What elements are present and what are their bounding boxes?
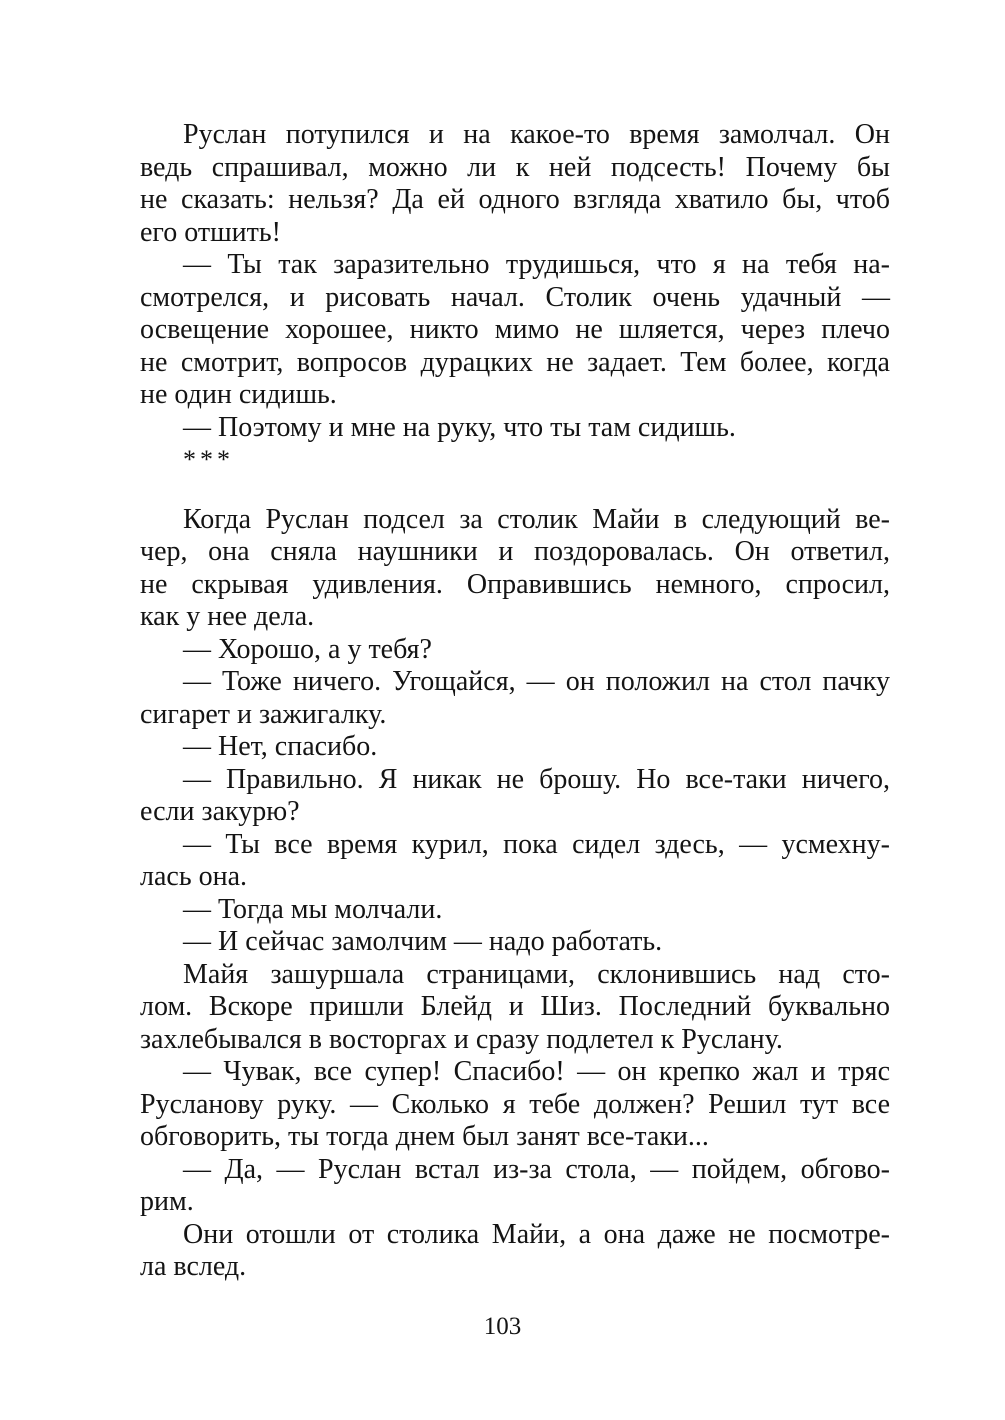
text-line: не один сидишь. xyxy=(140,379,337,410)
text-line: чер, она сняла наушники и поздоровалась. Он ответил, xyxy=(140,536,890,567)
text-line: если закурю? xyxy=(140,796,300,827)
text-line: Русланову руку. — Сколько я тебе должен? Решил тут все xyxy=(140,1088,890,1120)
text-line: не сказать: нельзя? Да ей одного взгляда хватило бы, чтоб xyxy=(140,184,890,215)
text-line: рим. xyxy=(140,1186,194,1217)
text-line: — Ты все время курил, пока сидел здесь, — усмехну- xyxy=(183,828,890,860)
text-line: смотрелся, и рисовать начал. Столик очень удачный — xyxy=(140,281,890,313)
text-line: освещение хорошее, никто мимо не шляется, через плечо xyxy=(140,314,890,345)
text-line: его отшить! xyxy=(140,216,281,248)
text-line: Руслан потупился и на какое-то время замолчал. Он xyxy=(183,119,890,150)
text-line: — Хорошо, а у тебя? xyxy=(183,633,432,665)
text-line: ла вслед. xyxy=(140,1251,247,1282)
text-line: лом. Вскоре пришли Блейд и Шиз. Последний буквально xyxy=(140,991,890,1022)
text-line: Они отошли от столика Майи, а она даже не посмотре- xyxy=(183,1218,890,1250)
text-line: — И сейчас замолчим — надо работать. xyxy=(183,926,663,957)
text-line: сигарет и зажигалку. xyxy=(140,698,387,730)
text-line: — Тоже ничего. Угощайся, — он положил на стол пачку xyxy=(183,666,890,697)
text-line: не смотрит, вопросов дурацких не задает. Тем более, когда xyxy=(140,346,890,378)
text-line: — Тогда мы молчали. xyxy=(183,893,443,925)
text-line: захлебывался в восторгах и сразу подлетел к Руслану. xyxy=(140,1023,783,1055)
text-line: ведь спрашивал, можно ли к ней подсесть! Почему бы xyxy=(140,151,890,183)
section-separator: *** xyxy=(183,445,234,474)
text-line: лась она. xyxy=(140,861,248,892)
page-number: 103 xyxy=(483,1313,522,1340)
text-line: — Поэтому и мне на руку, что ты там сидишь. xyxy=(183,411,736,443)
text-line: Когда Руслан подсел за столик Майи в следующий ве- xyxy=(183,503,890,535)
text-line: не скрывая удивления. Оправившись немного, спросил, xyxy=(140,568,890,600)
text-line: — Нет, спасибо. xyxy=(183,731,378,762)
text-block xyxy=(140,119,890,1284)
text-line: — Правильно. Я никак не брошу. Но все-таки ничего, xyxy=(183,763,890,795)
text-line: — Да, — Руслан встал из-за стола, — пойдем, обгово- xyxy=(183,1153,890,1185)
text-line: Майя зашуршала страницами, склонившись над сто- xyxy=(183,958,890,990)
text-line: — Ты так заразительно трудишься, что я на тебя на- xyxy=(183,249,890,280)
text-line: как у нее дела. xyxy=(140,601,315,632)
text-line: обговорить, ты тогда днем был занят все-таки... xyxy=(140,1121,709,1152)
text-line: — Чувак, все супер! Спасибо! — он крепко жал и тряс xyxy=(183,1056,890,1087)
